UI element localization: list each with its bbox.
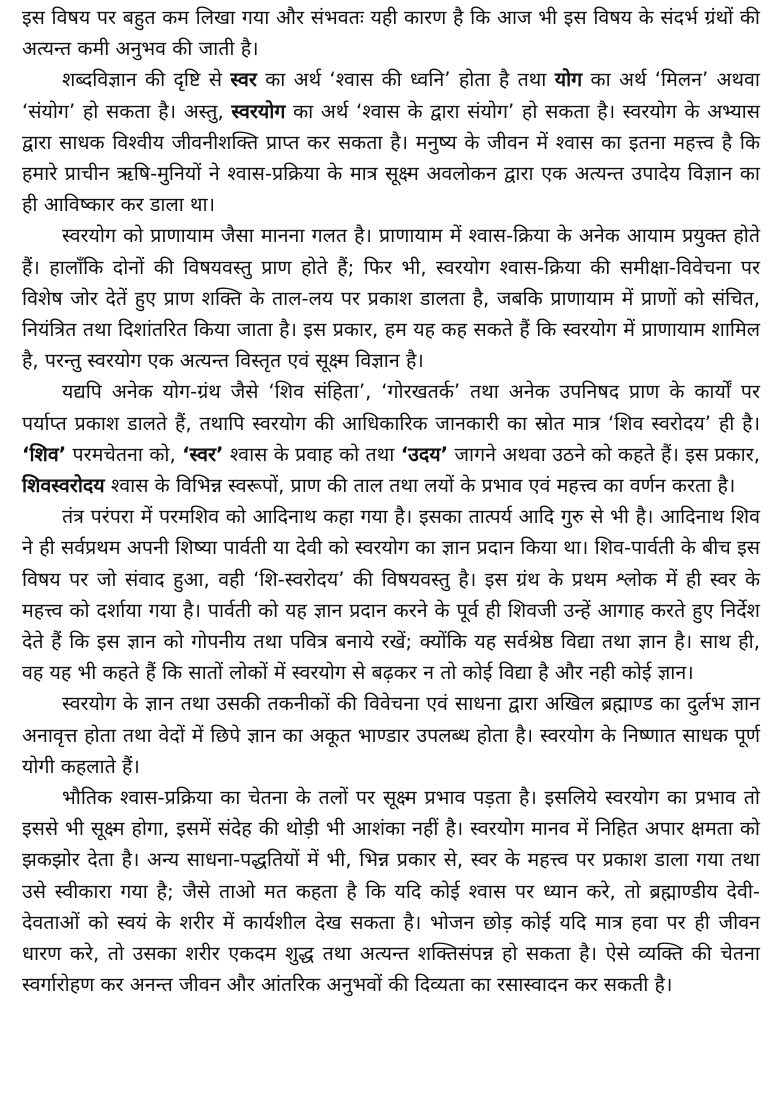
bold-term-shiv: ‘शिव’: [22, 442, 67, 466]
paragraph-swarayoga-meaning: [22, 64, 760, 220]
bold-term-swarayog: स्वरयोग: [231, 99, 286, 123]
text-segment: यद्यपि अनेक योग-ग्रंथ जैसे ‘शिव संहिता’, ‘गोरखतर्क’ तथा अनेक उपनिषद प्राण के कार्यों पर पर्याप्त प्रकाश डालते हैं, तथापि स्वरयोग की आधिकारिक जानकारी का स्रोत मात्र ‘शिव स्वरोदय’ ही है।: [22, 380, 760, 435]
text-segment: का अर्थ ‘श्वास की ध्वनि’ होता है तथा: [256, 68, 555, 92]
bold-term-yog: योग: [554, 68, 583, 92]
text-segment: श्वास के विभिन्न स्वरूपों, प्राण की ताल तथा लयों के प्रभाव एवं महत्त्व का वर्णन करता है।: [104, 474, 736, 498]
text-segment: स्वरयोग के ज्ञान तथा उसकी तकनीकों की विवेचना एवं साधना द्वारा अखिल ब्रह्माण्ड का दुर्लभ ज्ञान अनावृत्त होता तथा वेदों में छिपे ज्ञान का अकूत भाण्डार उपलब्ध होता है। स्वरयोग के निष्णात साधक पूर्ण योगी कहलाते हैं।: [22, 692, 760, 778]
bold-term-swar-quoted: ‘स्वर’: [182, 442, 224, 466]
bold-term-uday: ‘उदय’: [400, 442, 449, 466]
text-segment: जागने अथवा उठने को कहते हैं। इस प्रकार,: [448, 442, 760, 466]
document-page: [22, 2, 760, 1001]
bold-term-swar: स्वर: [230, 68, 257, 92]
bold-term-shivswarodaya: शिवस्वरोदय: [22, 474, 105, 498]
text-segment: भौतिक श्वास-प्रक्रिया का चेतना के तलों पर सूक्ष्म प्रभाव पड़ता है। इसलिये स्वरयोग का प्रभाव तो इससे भी सूक्ष्म होगा, इसमें संदेह की थोड़ी भी आशंका नहीं है। स्वरयोग मानव में निहित अपार क्षमता को झकझोर देता है। अन्य साधना-पद्धतियों में भी, भिन्न प्रकार से, स्वर के महत्त्व पर प्रकाश डाला गया तथा उसे स्वीकारा गया है; जैसे ताओ मत कहता है कि यदि कोई श्वास पर ध्यान करे, तो ब्रह्माण्डीय देवी-देवताओं को स्वयं के शरीर में कार्यशील देख सकता है। भोजन छोड़ कोई यदि मात्र हवा पर ही जीवन धारण करे, तो उसका शरीर एकदम शुद्ध तथा अत्यन्त शक्तिसंपन्न हो सकता है। ऐसे व्यक्ति की चेतना स्वर्गारोहण कर अनन्त जीवन और आंतरिक अनुभवों की दिव्यता का रसास्वादन कर सकती है।: [22, 786, 760, 997]
text-segment: तंत्र परंपरा में परमशिव को आदिनाथ कहा गया है। इसका तात्पर्य आदि गुरु से भी है। आदिनाथ शिव ने ही सर्वप्रथम अपनी शिष्या पार्वती या देवी को स्वरयोग का ज्ञान प्रदान किया था। शिव-पार्वती के बीच इस विषय पर जो संवाद हुआ, वही ‘शि-स्वरोदय’ की विषयवस्तु है। इस ग्रंथ के प्रथम श्लोक में ही स्वर के महत्त्व को दर्शाया गया है। पार्वती को यह ज्ञान प्रदान करने के पूर्व ही शिवजी उन्हें आगाह करते हुए निर्देश देते हैं कि इस ज्ञान को गोपनीय तथा पवित्र बनाये रखें; क्योंकि यह सर्वश्रेष्ठ विद्या तथा ज्ञान है। साथ ही, वह यह भी कहते हैं कि सातों लोकों में स्वरयोग से बढ़कर न तो कोई विद्या है और नही कोई ज्ञान।: [22, 505, 760, 685]
text-segment: शब्दविज्ञान की दृष्टि से: [62, 68, 231, 92]
paragraph-pranayama-comparison: [22, 220, 760, 376]
text-segment: स्वरयोग को प्राणायाम जैसा मानना गलत है। प्राणायाम में श्वास-क्रिया के अनेक आयाम प्रयुक्त होते हैं। हालाँकि दोनों की विषयवस्तु प्राण होते हैं; फिर भी, स्वरयोग श्वास-क्रिया की समीक्षा-विवेचना पर विशेष जोर देतें हुए प्राण शक्ति के ताल-लय पर प्रकाश डालता है, जबकि प्राणायाम में प्राणों को संचित, नियंत्रित तथा दिशांतरित किया जाता है। इस प्रकार, हम यह कह सकते हैं कि स्वरयोग में प्राणायाम शामिल है, परन्तु स्वरयोग एक अत्यन्त विस्तृत एवं सूक्ष्म विज्ञान है।: [22, 224, 760, 373]
paragraph-tantra-tradition: [22, 501, 760, 688]
text-segment: का अर्थ ‘मिलन’ अथवा ‘संयोग’ हो सकता है। अस्तु,: [22, 68, 761, 123]
paragraph-shiva-swarodaya: [22, 376, 760, 501]
paragraph-physical-breath: [22, 782, 760, 1000]
text-segment: का अर्थ ‘श्वास के द्वारा संयोग’ हो सकता है। स्वरयोग के अभ्यास द्वारा साधक विश्वीय जीवनीशक्ति प्राप्त कर सकता है। मनुष्य के जीवन में श्वास का इतना महत्त्व है कि हमारे प्राचीन ऋषि-मुनियों ने श्वास-प्रक्रिया के मात्र सूक्ष्म अवलोकन द्वारा एक अत्यन्त उपादेय विज्ञान का ही आविष्कार कर डाला था।: [22, 99, 760, 217]
text-segment: श्वास के प्रवाह को तथा: [223, 442, 401, 466]
text-segment: परमचेतना को,: [66, 442, 183, 466]
paragraph-intro-continuation: [22, 2, 760, 64]
text-segment: इस विषय पर बहुत कम लिखा गया और संभवतः यही कारण है कि आज भी इस विषय के संदर्भ ग्रंथों की अत्यन्त कमी अनुभव की जाती है।: [22, 6, 760, 61]
paragraph-knowledge-revealed: [22, 688, 760, 782]
